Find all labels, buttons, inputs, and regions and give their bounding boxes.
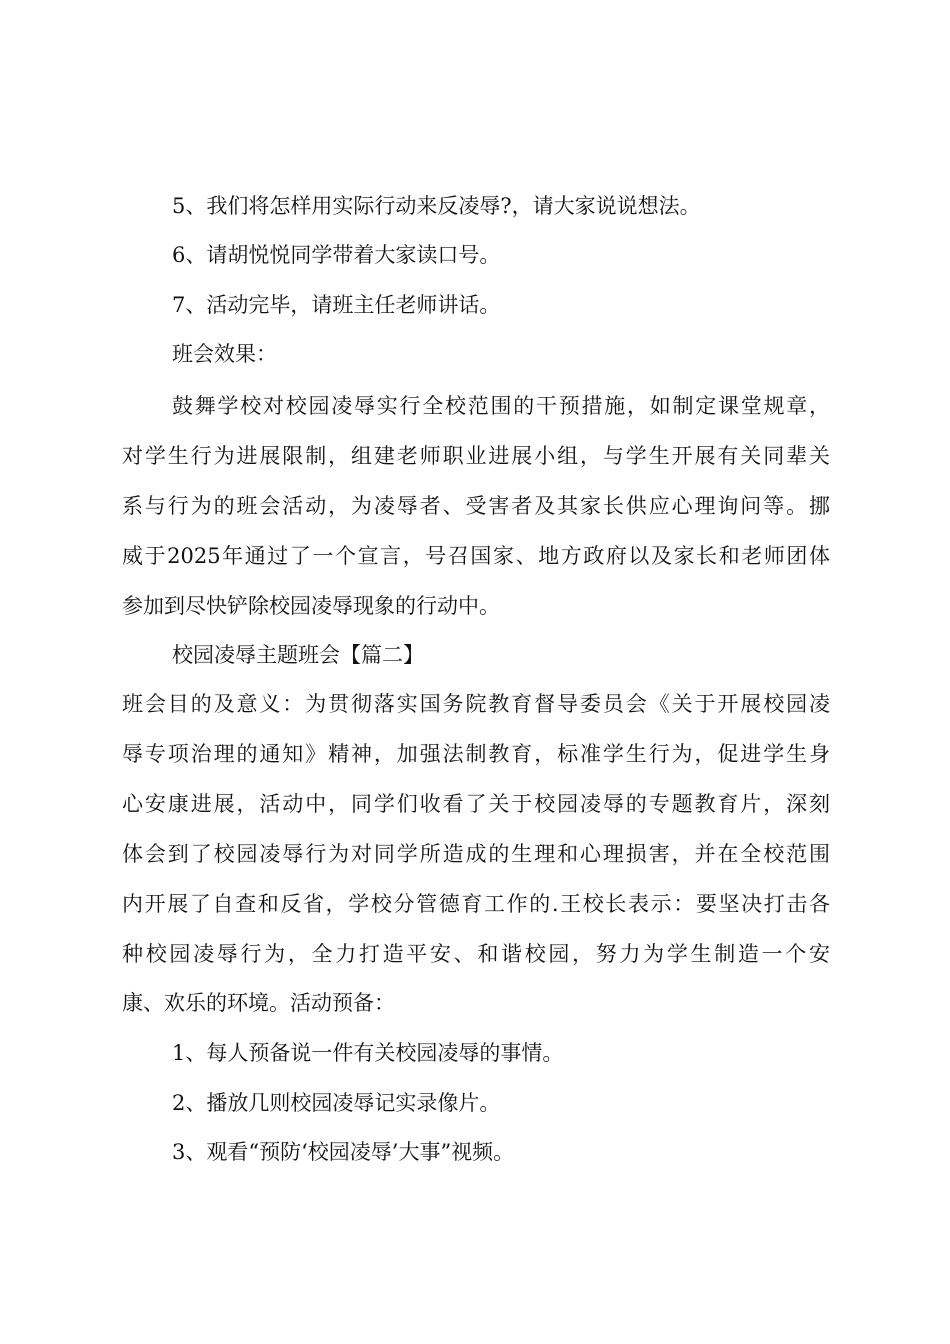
paragraph-line: 系与行为的班会活动，为凌辱者、受害者及其家长供应心理询问等。挪 [122,494,830,518]
section-heading-effect: 班会效果： [172,342,277,366]
paragraph-line: 鼓舞学校对校园凌辱实行全校范围的干预措施，如制定课堂规章， [172,394,830,418]
list-item-5: 5、我们将怎样用实际行动来反凌辱?，请大家说说想法。 [172,194,701,218]
paragraph-line: 心安康进展，活动中，同学们收看了关于校园凌辱的专题教育片，深刻 [122,792,830,816]
section-heading-part2: 校园凌辱主题班会【篇二】 [172,643,424,667]
list-item-3: 3、观看“预防‘校园凌辱’大事”视频。 [172,1140,515,1164]
list-item-7: 7、活动完毕，请班主任老师讲话。 [172,293,501,317]
paragraph-line: 班会目的及意义：为贯彻落实国务院教育督导委员会《关于开展校园凌 [122,692,830,716]
list-item-1: 1、每人预备说一件有关校园凌辱的事情。 [172,1041,564,1065]
paragraph-line: 种校园凌辱行为，全力打造平安、和谐校园，努力为学生制造一个安 [122,942,830,966]
paragraph-line: 对学生行为进展限制，组建老师职业进展小组，与学生开展有关同辈关 [122,444,830,468]
paragraph-line: 参加到尽快铲除校园凌辱现象的行动中。 [122,594,500,618]
paragraph-line: 威于2025年通过了一个宣言，号召国家、地方政府以及家长和老师团体 [122,544,830,568]
paragraph-line: 体会到了校园凌辱行为对同学所造成的生理和心理损害，并在全校范围 [122,842,830,866]
list-item-6: 6、请胡悦悦同学带着大家读口号。 [172,243,501,267]
paragraph-line: 内开展了自查和反省，学校分管德育工作的.王校长表示：要坚决打击各 [122,892,830,916]
paragraph-line: 康、欢乐的环境。活动预备： [122,991,395,1015]
list-item-2: 2、播放几则校园凌辱记实录像片。 [172,1091,501,1115]
paragraph-line: 辱专项治理的通知》精神，加强法制教育，标准学生行为，促进学生身 [122,742,830,766]
